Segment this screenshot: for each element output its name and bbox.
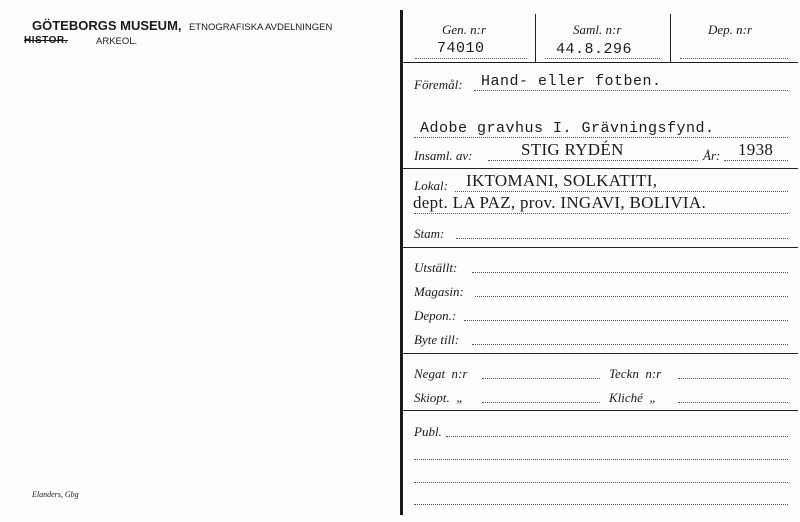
- ar-value: 1938: [738, 140, 774, 159]
- saml-value: 44.8.296: [556, 41, 633, 58]
- skiopt-label: Skiopt. „: [414, 390, 464, 405]
- foremal-value: Hand- eller fotben.: [481, 73, 662, 90]
- kliche-label: Kliché „: [609, 390, 657, 405]
- saml-label: Saml. n:r: [573, 22, 622, 37]
- negat-line: [482, 378, 600, 379]
- teckn-line: [678, 378, 788, 379]
- lokal-value-1: IKTOMANI, SOLKATITI,: [466, 171, 658, 190]
- gen-label: Gen. n:r: [442, 22, 487, 37]
- negat-label: Negat n:r: [414, 366, 468, 381]
- foremal-value-2: Adobe gravhus I. Grävningsfynd.: [420, 120, 715, 137]
- column-separator: [670, 14, 671, 62]
- skiopt-line: [482, 402, 600, 403]
- section-rule: [403, 410, 798, 411]
- section-rule: [403, 247, 798, 248]
- section-name: ARKEOL.: [96, 36, 138, 47]
- insaml-label: Insaml. av:: [414, 148, 473, 163]
- depon-line: [464, 320, 788, 321]
- lokal-label: Lokal:: [414, 178, 448, 193]
- lokal-line-2: [414, 213, 788, 214]
- publ-line-4: [414, 504, 788, 505]
- card-divider: [400, 10, 403, 515]
- magasin-label: Magasin:: [414, 284, 464, 299]
- publ-line-1: [446, 436, 788, 437]
- depon-label: Depon.:: [414, 308, 457, 323]
- ar-label: År:: [703, 148, 721, 163]
- foremal-label: Föremål:: [414, 77, 463, 92]
- printer-mark: Elanders, Gbg: [32, 490, 79, 499]
- gen-value: 74010: [437, 40, 485, 57]
- insaml-line: [488, 160, 698, 161]
- foremal-line-2: [414, 137, 788, 138]
- column-separator: [535, 14, 536, 62]
- utstallt-line: [472, 272, 788, 273]
- foremal-line: [474, 90, 788, 91]
- lokal-line-1: [455, 191, 788, 192]
- byte-label: Byte till:: [414, 332, 460, 347]
- card-header: [32, 17, 332, 35]
- gen-line: [415, 58, 527, 59]
- byte-line: [472, 344, 788, 345]
- dep-label: Dep. n:r: [708, 22, 753, 37]
- utstallt-label: Utställt:: [414, 260, 458, 275]
- lokal-value-2: dept. LA PAZ, prov. INGAVI, BOLIVIA.: [413, 193, 707, 212]
- ar-line: [724, 160, 788, 161]
- saml-line: [545, 58, 660, 59]
- header-rule: [403, 62, 798, 63]
- department-name: ETNOGRAFISKA AVDELNINGEN: [188, 22, 333, 33]
- stam-line: [456, 238, 788, 239]
- section-rule: [403, 353, 798, 354]
- publ-line-3: [414, 482, 788, 483]
- dep-line: [680, 58, 788, 59]
- stam-label: Stam:: [414, 226, 445, 241]
- kliche-line: [678, 402, 788, 403]
- magasin-line: [475, 296, 788, 297]
- publ-label: Publ.: [414, 424, 442, 439]
- museum-name: GÖTEBORGS MUSEUM,: [32, 18, 182, 33]
- publ-line-2: [414, 459, 788, 460]
- struck-word: HISTOR.: [24, 35, 68, 46]
- insaml-value: STIG RYDÉN: [521, 140, 624, 159]
- section-rule: [403, 168, 798, 169]
- teckn-label: Teckn n:r: [609, 366, 662, 381]
